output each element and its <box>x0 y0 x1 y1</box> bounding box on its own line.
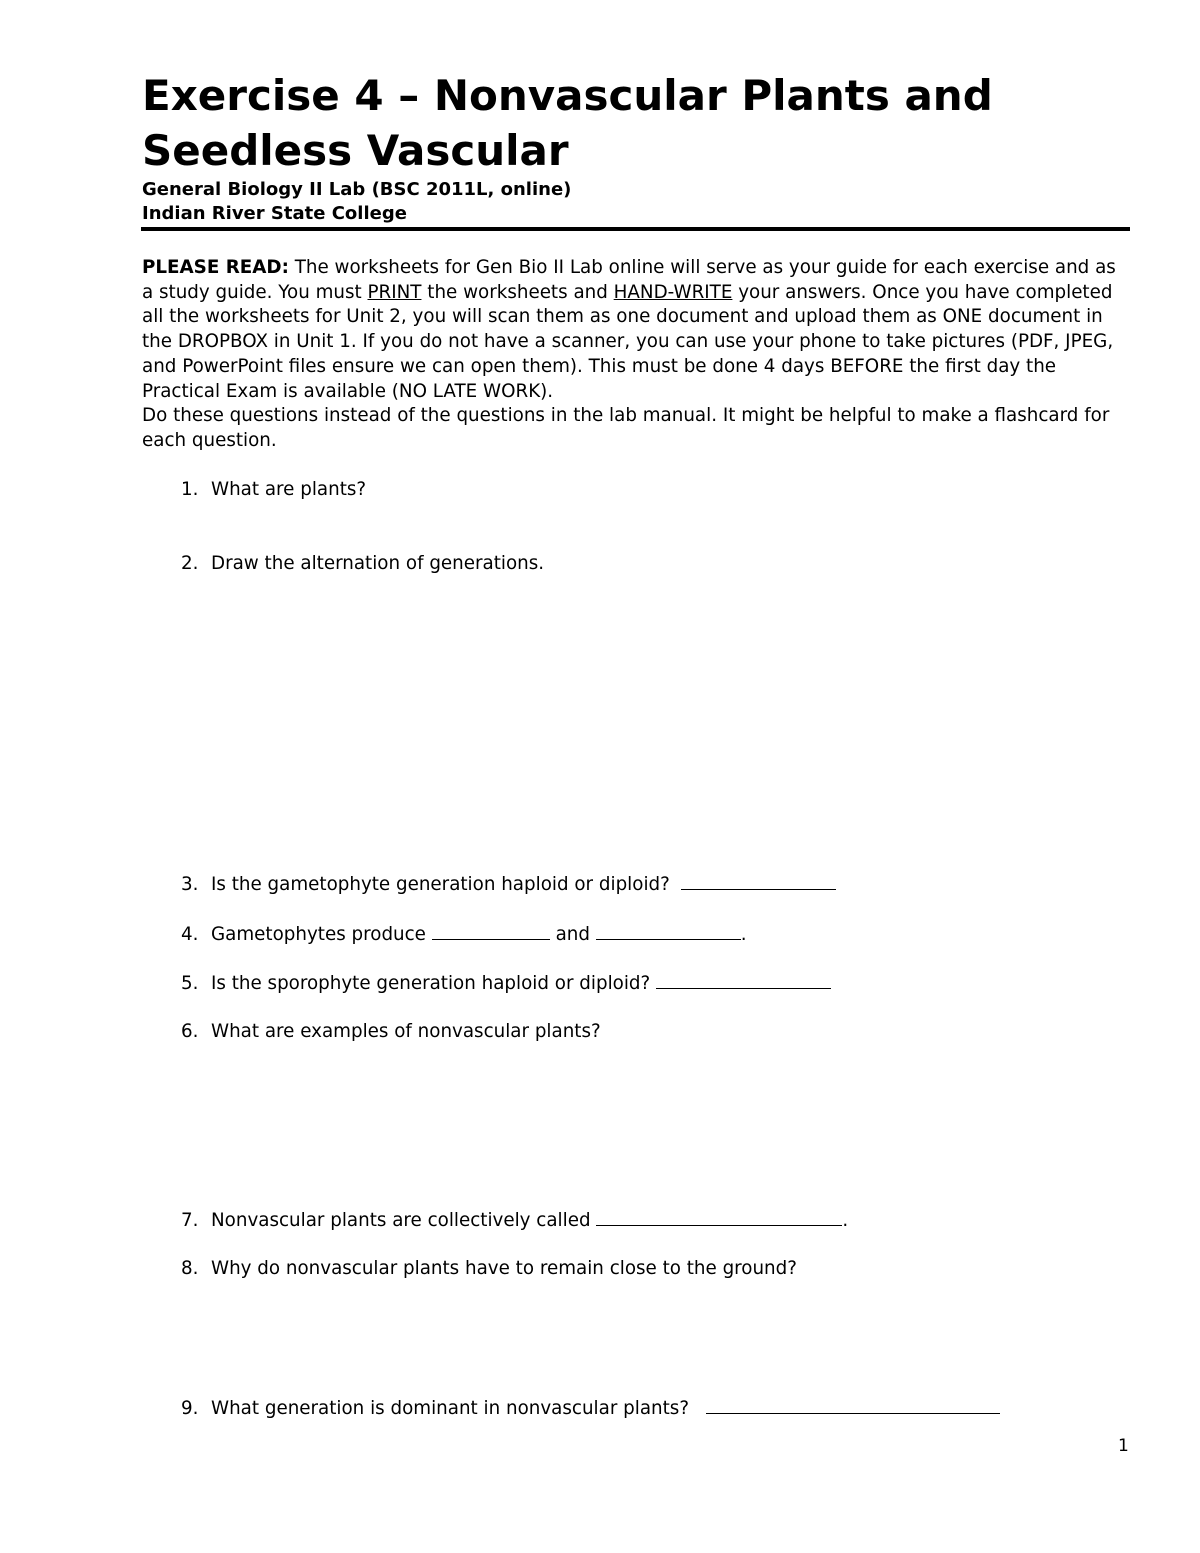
question-9: 9. What generation is dominant in nonvascular plants? <box>142 1395 1000 1421</box>
question-8: 8. Why do nonvascular plants have to remain close to the ground? <box>181 1258 797 1279</box>
question-7: 7. Nonvascular plants are collectively called . <box>142 1207 848 1233</box>
institution-subtitle: Indian River State College <box>142 203 407 224</box>
course-subtitle: General Biology II Lab (BSC 2011L, online) <box>142 179 572 200</box>
answer-blank[interactable] <box>706 1395 1000 1414</box>
question-1: 1. What are plants? <box>181 479 367 500</box>
header-divider <box>141 227 1130 231</box>
please-read-label: PLEASE READ: <box>142 257 289 278</box>
question-3: 3. Is the gametophyte generation haploid or diploid? <box>142 871 836 897</box>
question-5: 5. Is the sporophyte generation haploid or diploid? <box>142 970 831 996</box>
instructions-paragraph: PLEASE READ: The worksheets for Gen Bio II Lab online will serve as your guide for each exercise and as a study guide. You must PRINT the worksheets and HAND-WRITE your answers. Once you have completed all the worksheets for Unit 2, you will scan them as one document and upload them as ONE document in the DROPBOX in Unit 1. If you do not have a scanner, you can use your phone to take pictures (PDF, JPEG, and PowerPoint files ensure we can open them). This must be done 4 days BEFORE the first day the Practical Exam is available (NO LATE WORK). Do these questions instead of the questions in the lab manual. It might be helpful to make a flashcard for each question. <box>142 257 1116 451</box>
answer-blank[interactable] <box>656 970 831 989</box>
question-6: 6. What are examples of nonvascular plants? <box>181 1021 601 1042</box>
handwrite-emphasis: HAND-WRITE <box>613 281 733 303</box>
page-title: Exercise 4 – Nonvascular Plants and Seedless Vascular <box>142 71 993 175</box>
answer-blank[interactable] <box>681 871 836 890</box>
instructions-line-2: Do these questions instead of the questions in the lab manual. It might be helpful to make a flashcard for each question. <box>142 405 1110 451</box>
answer-blank[interactable] <box>596 1207 842 1226</box>
question-2: 2. Draw the alternation of generations. <box>181 553 545 574</box>
answer-blank[interactable] <box>596 921 741 940</box>
page-number: 1 <box>1118 1436 1129 1456</box>
print-emphasis: PRINT <box>367 281 422 303</box>
answer-blank[interactable] <box>432 921 550 940</box>
question-4: 4. Gametophytes produce and . <box>142 921 747 947</box>
